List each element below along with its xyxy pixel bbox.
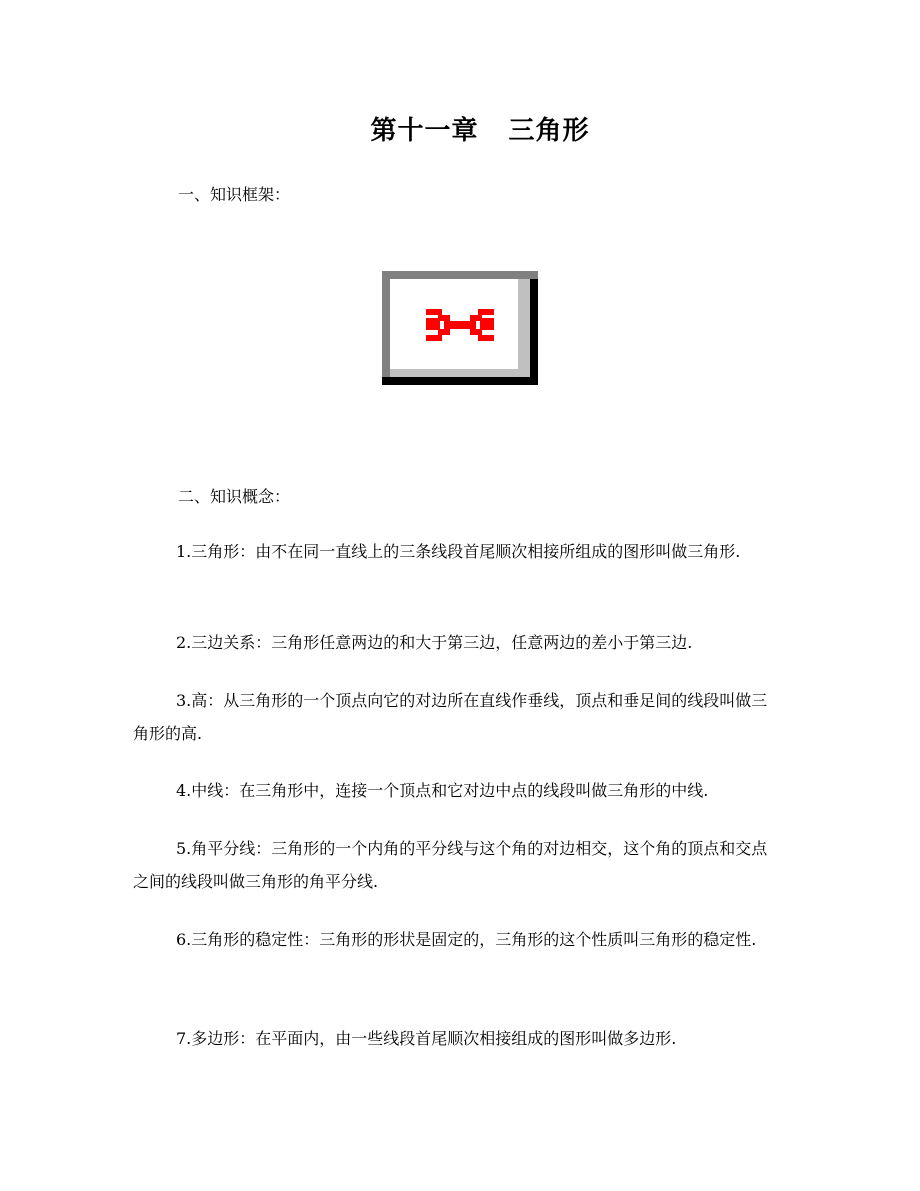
concept-angle-bisector: 5.角平分线：三角形的一个内角的平分线与这个角的对边相交，这个角的顶点和交点之间的线段叫做三角形的角平分线. [133,839,768,891]
page-title [0,110,920,147]
concept-triangle: 1.三角形：由不在同一直线上的三条线段首尾顺次相接所组成的图形叫做三角形. [176,542,741,561]
concept-stability: 6.三角形的稳定性：三角形的形状是固定的，三角形的这个性质叫三角形的稳定性. [176,930,757,949]
concept-triangle-inequality: 2.三边关系：三角形任意两边的和大于第三边，任意两边的差小于第三边. [176,633,693,652]
chapter-number: 第十一章 [370,116,479,146]
section-heading-concepts: 二、知识概念： [178,487,291,506]
concept-polygon: 7.多边形：在平面内，由一些线段首尾顺次相接组成的图形叫做多边形. [176,1029,677,1048]
chapter-name: 三角形 [508,116,590,146]
section-heading-framework: 一、知识框架： [178,185,291,204]
concept-altitude: 3.高：从三角形的一个顶点向它的对边所在直线作垂线，顶点和垂足间的线段叫做三角形的高. [133,691,768,743]
broken-image-icon [382,271,538,385]
concept-median: 4.中线：在三角形中，连接一个顶点和它对边中点的线段叫做三角形的中线. [176,781,709,800]
